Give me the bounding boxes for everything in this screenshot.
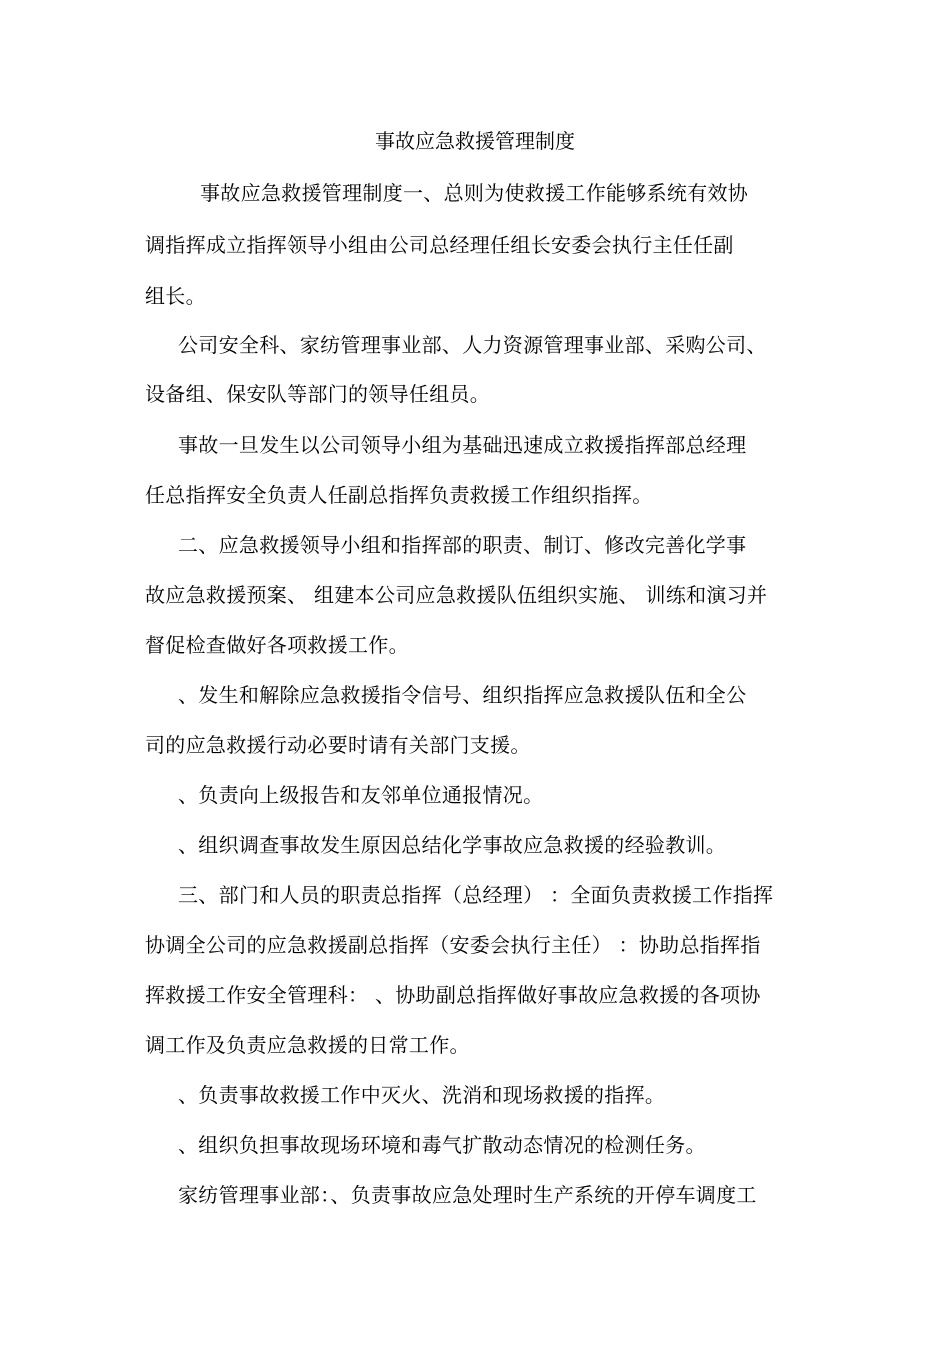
text-line: 三、部门和人员的职责总指挥（总经理） ：全面负责救援工作指挥 bbox=[178, 883, 774, 907]
text-line: 司的应急救援行动必要时请有关部门支援。 bbox=[145, 733, 531, 757]
text-line: 、负责事故救援工作中灭火、洗消和现场救援的指挥。 bbox=[178, 1083, 666, 1107]
text-line: 设备组、保安队等部门的领导任组员。 bbox=[145, 382, 491, 406]
text-line: 家纺管理事业部：、负责事故应急处理时生产系统的开停车调度工 bbox=[178, 1183, 757, 1207]
text-line: 公司安全科、家纺管理事业部、人力资源管理事业部、采购公司、 bbox=[178, 333, 767, 357]
text-line: 故应急救援预案、 组建本公司应急救援队伍组织实施、 训练和演习并 bbox=[145, 583, 768, 607]
document-title: 事故应急救援管理制度 bbox=[375, 129, 575, 153]
text-line: 事故应急救援管理制度一、总则为使救援工作能够系统有效协 bbox=[200, 181, 749, 205]
text-line: 事故一旦发生以公司领导小组为基础迅速成立救援指挥部总经理 bbox=[178, 433, 747, 457]
text-line: 调指挥成立指挥领导小组由公司总经理任组长安委会执行主任任副 bbox=[145, 233, 734, 257]
text-line: 调工作及负责应急救援的日常工作。 bbox=[145, 1033, 470, 1057]
text-line: 协调全公司的应急救援副总指挥（安委会执行主任） ：协助总指挥指 bbox=[145, 933, 761, 957]
text-line: 、发生和解除应急救援指令信号、组织指挥应急救援队伍和全公 bbox=[178, 683, 747, 707]
text-line: 二、应急救援领导小组和指挥部的职责、制订、修改完善化学事 bbox=[178, 533, 747, 557]
text-line: 督促检查做好各项救援工作。 bbox=[145, 633, 409, 657]
text-line: 、组织负担事故现场环境和毒气扩散动态情况的检测任务。 bbox=[178, 1133, 706, 1157]
text-line: 组长。 bbox=[145, 284, 206, 308]
text-line: 挥救援工作安全管理科： 、协助副总指挥做好事故应急救援的各项协 bbox=[145, 983, 761, 1007]
text-line: 、负责向上级报告和友邻单位通报情况。 bbox=[178, 783, 544, 807]
text-line: 、组织调查事故发生原因总结化学事故应急救援的经验教训。 bbox=[178, 833, 727, 857]
text-line: 任总指挥安全负责人任副总指挥负责救援工作组织指挥。 bbox=[145, 483, 653, 507]
